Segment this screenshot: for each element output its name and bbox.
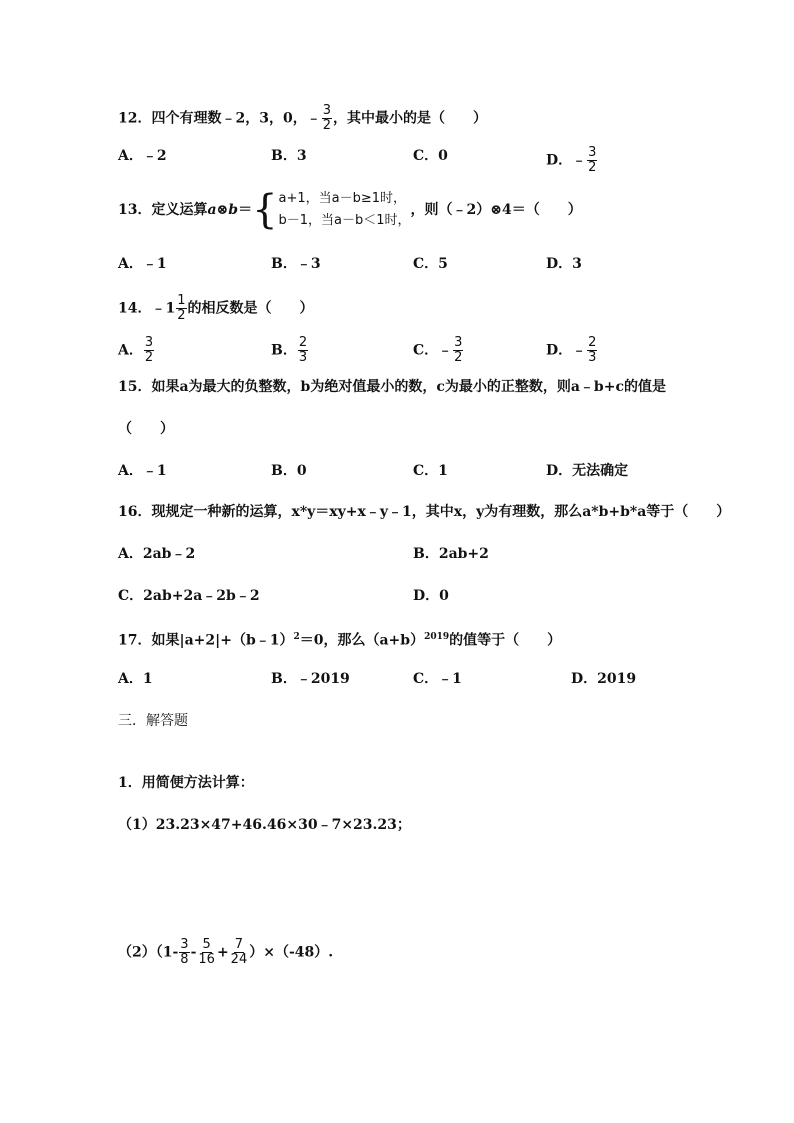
q17-option-a: A．1 — [118, 671, 153, 687]
q14-option-a — [118, 336, 155, 365]
q12-option-a: A．﹣2 — [118, 148, 167, 164]
fraction-denominator: 16 — [198, 952, 215, 967]
question-12-stem — [118, 104, 487, 133]
q16-option-d: D．0 — [413, 588, 449, 604]
q13-stem-part-b: ，则（﹣2）⊗4＝（ ） — [410, 202, 582, 218]
q17-stem-part-c: 的值等于（ ） — [449, 632, 562, 649]
fraction-numerator: 1 — [177, 293, 186, 308]
fraction-denominator: 8 — [180, 952, 189, 967]
q14-option-b-fraction — [298, 336, 308, 365]
fraction-denominator: 2 — [588, 160, 597, 175]
p1-part-2-prefix: （2）（1 — [118, 944, 173, 961]
q15-option-c: C．1 — [413, 463, 448, 479]
q14-stem-part-b: 的相反数是（ ） — [187, 300, 314, 317]
p1-fraction-3 — [230, 938, 249, 967]
question-16-stem: 16．现规定一种新的运算，x*y＝xy+x﹣y﹣1，其中x，y为有理数，那么a*b+b*a等于（ ） — [118, 504, 731, 520]
option-prefix: C．﹣ — [413, 342, 453, 359]
q13-piecewise — [252, 188, 410, 232]
minus-sign: - — [190, 944, 197, 961]
problem-1-part-2 — [118, 938, 333, 967]
q12-option-d-fraction — [587, 146, 597, 175]
problem-1-part-1: （1）23.23×47+46.46×30﹣7×23.23； — [118, 817, 411, 833]
fraction-denominator: 3 — [298, 350, 308, 365]
fraction-denominator: 2 — [454, 350, 463, 365]
q16-option-a: A．2ab﹣2 — [118, 546, 196, 562]
fraction-numerator: 3 — [322, 103, 331, 118]
fraction-numerator: 5 — [202, 937, 211, 952]
plus-sign: + — [216, 944, 229, 961]
q13-expression: a⊗b — [207, 202, 239, 218]
q14-option-c — [413, 336, 464, 365]
option-prefix: D．﹣ — [546, 152, 587, 169]
q13-option-a: A．﹣1 — [118, 256, 167, 272]
minus-sign: - — [172, 944, 179, 961]
p1-part-2-suffix: ）×（-48）. — [249, 944, 334, 961]
q13-option-b: B．﹣3 — [271, 256, 321, 272]
q14-option-d-fraction — [587, 336, 597, 365]
q15-option-b: B．0 — [271, 463, 307, 479]
q15-answer-paren: （ ） — [118, 421, 174, 437]
q13-option-d: D．3 — [546, 256, 582, 272]
fraction-numerator: 3 — [588, 145, 597, 160]
option-prefix: D．﹣ — [546, 342, 587, 359]
q17-exponent-1: 2 — [293, 632, 300, 642]
left-brace: { — [252, 187, 278, 233]
fraction-numerator: 2 — [588, 335, 597, 350]
q14-stem-part-a: 14．﹣1 — [118, 300, 176, 317]
fraction-denominator: 2 — [144, 350, 154, 365]
q12-option-c: C．0 — [413, 148, 448, 164]
p1-fraction-2 — [197, 938, 216, 967]
q12-option-d — [546, 146, 598, 175]
q17-option-c: C．﹣1 — [413, 671, 462, 687]
q14-option-b — [271, 336, 309, 365]
question-17-stem — [118, 627, 561, 651]
fraction-denominator: 2 — [177, 308, 186, 323]
question-14-stem — [118, 294, 314, 323]
q13-case-1: a+1，当a－b≥1时， — [278, 191, 407, 206]
p1-fraction-1 — [179, 938, 189, 967]
problem-1-title: 1．用简便方法计算： — [118, 775, 254, 791]
q17-option-d: D．2019 — [571, 671, 637, 687]
fraction-numerator: 3 — [144, 335, 154, 350]
q15-option-a: A．﹣1 — [118, 463, 167, 479]
q17-stem-part-a: 17．如果|a+2|+（b﹣1） — [118, 632, 294, 649]
q13-cases — [279, 188, 411, 232]
q13-stem-part-a: 13．定义运算 — [118, 202, 208, 218]
q14-fraction — [176, 294, 186, 323]
fraction-numerator: 3 — [454, 335, 463, 350]
q17-option-b: B．﹣2019 — [271, 671, 350, 687]
option-prefix: A． — [118, 342, 143, 359]
q14-option-d — [546, 336, 598, 365]
section-3-title: 三．解答题 — [118, 713, 188, 729]
q12-option-b: B．3 — [271, 148, 307, 164]
option-prefix: B． — [271, 342, 297, 359]
q14-option-a-fraction — [144, 336, 154, 365]
q12-fraction — [322, 104, 332, 133]
fraction-numerator: 2 — [298, 335, 308, 350]
fraction-numerator: 3 — [180, 937, 189, 952]
q16-option-c: C．2ab+2a﹣2b﹣2 — [118, 588, 260, 604]
fraction-numerator: 7 — [234, 937, 244, 952]
q17-exponent-2: 2019 — [424, 632, 450, 642]
q12-stem-part-b: ，其中最小的是（ ） — [333, 110, 487, 127]
q17-stem-part-b: ＝0，那么（a+b） — [299, 632, 425, 649]
q12-stem-part-a: 12．四个有理数﹣2，3，0，﹣ — [118, 110, 321, 127]
question-15-stem: 15．如果a为最大的负整数，b为绝对值最小的数，c为最小的正整数，则a﹣b+c的值是 — [118, 379, 666, 395]
fraction-denominator: 24 — [230, 952, 248, 967]
q13-case-2: b－1，当a－b＜1时， — [278, 213, 411, 228]
q16-option-b: B．2ab+2 — [413, 546, 489, 562]
question-13-stem — [118, 188, 582, 232]
fraction-denominator: 3 — [588, 350, 597, 365]
q15-option-d: D．无法确定 — [546, 463, 629, 479]
q13-equals: ＝ — [238, 202, 253, 218]
fraction-denominator: 2 — [322, 118, 331, 133]
q13-option-c: C．5 — [413, 256, 448, 272]
q14-option-c-fraction — [453, 336, 463, 365]
